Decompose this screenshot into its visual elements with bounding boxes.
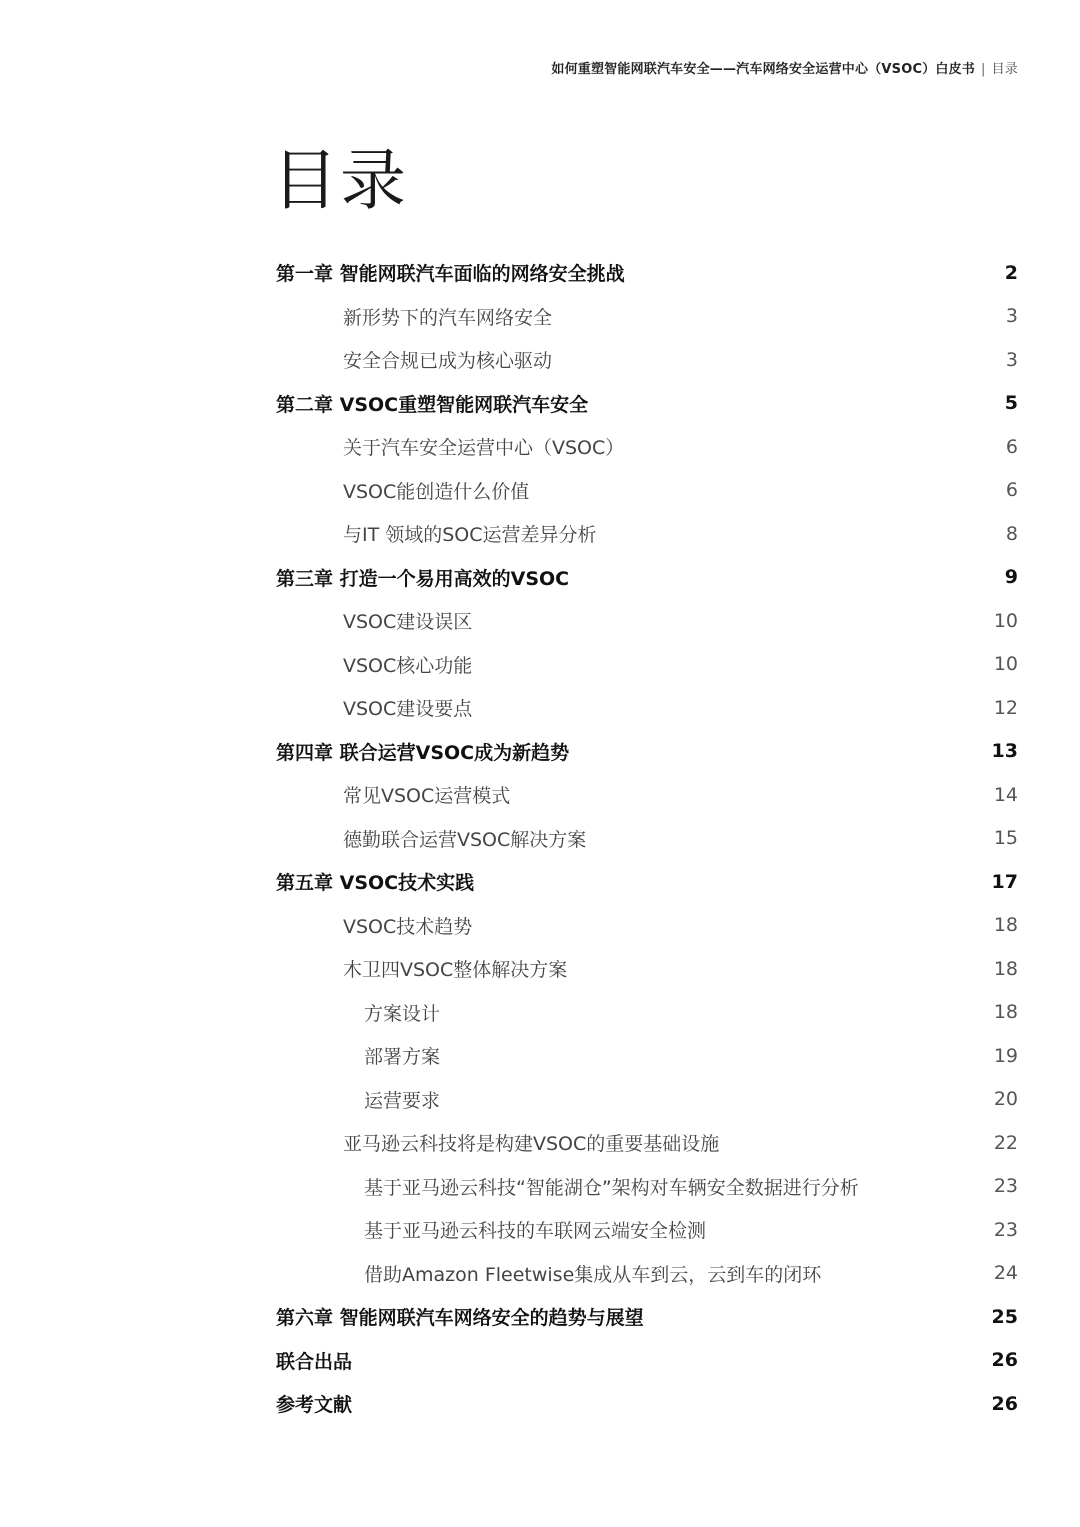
toc-entry-page-number: 25 [991,1305,1018,1328]
header-section: 目录 [991,62,1018,77]
header-separator: | [981,62,986,77]
toc-entry-page-number: 22 [993,1131,1018,1154]
toc-entry-page-number: 14 [993,783,1018,806]
toc-entry-label: 德勤联合运营VSOC解决方案 [343,828,587,851]
toc-subsection-entry[interactable] [276,1078,1018,1122]
header-doc-title: 如何重塑智能网联汽车安全——汽车网络安全运营中心（VSOC）白皮书 [551,62,975,77]
toc-entry-label: VSOC技术趋势 [343,915,473,938]
toc-entry-label: 第二章 VSOC重塑智能网联汽车安全 [276,393,589,416]
toc-entry-page-number: 23 [993,1218,1018,1241]
toc-section-entry[interactable] [276,425,1018,469]
toc-entry-page-number: 10 [993,609,1018,632]
toc-section-entry[interactable] [276,1121,1018,1165]
table-of-contents [276,251,1018,1426]
toc-subsection-entry[interactable] [276,1165,1018,1209]
toc-entry-page-number: 9 [1004,566,1018,589]
toc-entry-label: 亚马逊云科技将是构建VSOC的重要基础设施 [343,1133,720,1156]
toc-entry-label: 运营要求 [364,1089,441,1112]
toc-entry-page-number: 8 [1005,522,1018,545]
toc-entry-page-number: 3 [1005,348,1018,371]
toc-chapter-entry[interactable] [276,730,1018,774]
toc-section-entry[interactable] [276,904,1018,948]
toc-chapter-entry[interactable] [276,382,1018,426]
toc-entry-page-number: 10 [993,653,1018,676]
toc-entry-label: VSOC建设要点 [343,698,473,721]
toc-entry-page-number: 18 [993,957,1018,980]
toc-section-entry[interactable] [276,599,1018,643]
toc-chapter-entry[interactable] [276,251,1018,295]
toc-entry-page-number: 18 [993,914,1018,937]
toc-section-entry[interactable] [276,947,1018,991]
toc-entry-label: 第三章 打造一个易用高效的VSOC [276,567,570,590]
toc-entry-page-number: 19 [993,1044,1018,1067]
toc-entry-page-number: 18 [993,1001,1018,1024]
toc-section-entry[interactable] [276,817,1018,861]
toc-section-entry[interactable] [276,469,1018,513]
toc-entry-label: 参考文献 [276,1394,353,1417]
toc-section-entry[interactable] [276,643,1018,687]
toc-subsection-entry[interactable] [276,991,1018,1035]
toc-entry-label: 第四章 联合运营VSOC成为新趋势 [276,741,570,764]
toc-entry-label: 木卫四VSOC整体解决方案 [343,959,568,982]
toc-section-entry[interactable] [276,512,1018,556]
toc-section-entry[interactable] [276,686,1018,730]
toc-entry-label: 基于亚马逊云科技的车联网云端安全检测 [364,1220,707,1243]
toc-entry-label: VSOC能创造什么价值 [343,480,530,503]
toc-entry-label: VSOC核心功能 [343,654,473,677]
toc-entry-label: VSOC建设误区 [343,611,473,634]
toc-chapter-entry[interactable] [276,1382,1018,1426]
toc-entry-page-number: 20 [993,1088,1018,1111]
toc-entry-page-number: 6 [1005,435,1018,458]
running-header [551,58,1018,77]
toc-chapter-entry[interactable] [276,1295,1018,1339]
toc-entry-label: 常见VSOC运营模式 [343,785,511,808]
toc-chapter-entry[interactable] [276,556,1018,600]
toc-entry-page-number: 2 [1004,261,1018,284]
toc-entry-page-number: 15 [993,827,1018,850]
toc-section-entry[interactable] [276,295,1018,339]
toc-entry-page-number: 12 [993,696,1018,719]
toc-entry-page-number: 3 [1005,305,1018,328]
toc-entry-page-number: 5 [1004,392,1018,415]
toc-entry-page-number: 26 [991,1349,1018,1372]
toc-entry-label: 方案设计 [364,1002,441,1025]
toc-section-entry[interactable] [276,773,1018,817]
toc-entry-label: 与IT 领域的SOC运营差异分析 [343,524,597,547]
toc-entry-label: 第五章 VSOC技术实践 [276,872,475,895]
toc-entry-label: 部署方案 [364,1046,441,1069]
toc-subsection-entry[interactable] [276,1252,1018,1296]
toc-subsection-entry[interactable] [276,1034,1018,1078]
toc-chapter-entry[interactable] [276,1339,1018,1383]
page-title: 目录 [272,142,408,219]
toc-entry-label: 借助Amazon Fleetwise集成从车到云，云到车的闭环 [364,1263,822,1286]
toc-subsection-entry[interactable] [276,1208,1018,1252]
toc-entry-page-number: 13 [991,740,1018,763]
toc-entry-page-number: 23 [993,1175,1018,1198]
toc-entry-label: 第六章 智能网联汽车网络安全的趋势与展望 [276,1307,644,1330]
toc-entry-label: 基于亚马逊云科技“智能湖仓”架构对车辆安全数据进行分析 [364,1176,859,1199]
toc-entry-page-number: 6 [1005,479,1018,502]
toc-entry-label: 安全合规已成为核心驱动 [343,350,553,373]
toc-entry-page-number: 24 [993,1262,1018,1285]
toc-entry-label: 关于汽车安全运营中心（VSOC） [343,437,625,460]
toc-entry-label: 联合出品 [276,1350,353,1373]
toc-entry-label: 第一章 智能网联汽车面临的网络安全挑战 [276,263,625,286]
toc-chapter-entry[interactable] [276,860,1018,904]
toc-section-entry[interactable] [276,338,1018,382]
toc-entry-label: 新形势下的汽车网络安全 [343,306,553,329]
toc-entry-page-number: 26 [991,1392,1018,1415]
toc-entry-page-number: 17 [991,870,1018,893]
